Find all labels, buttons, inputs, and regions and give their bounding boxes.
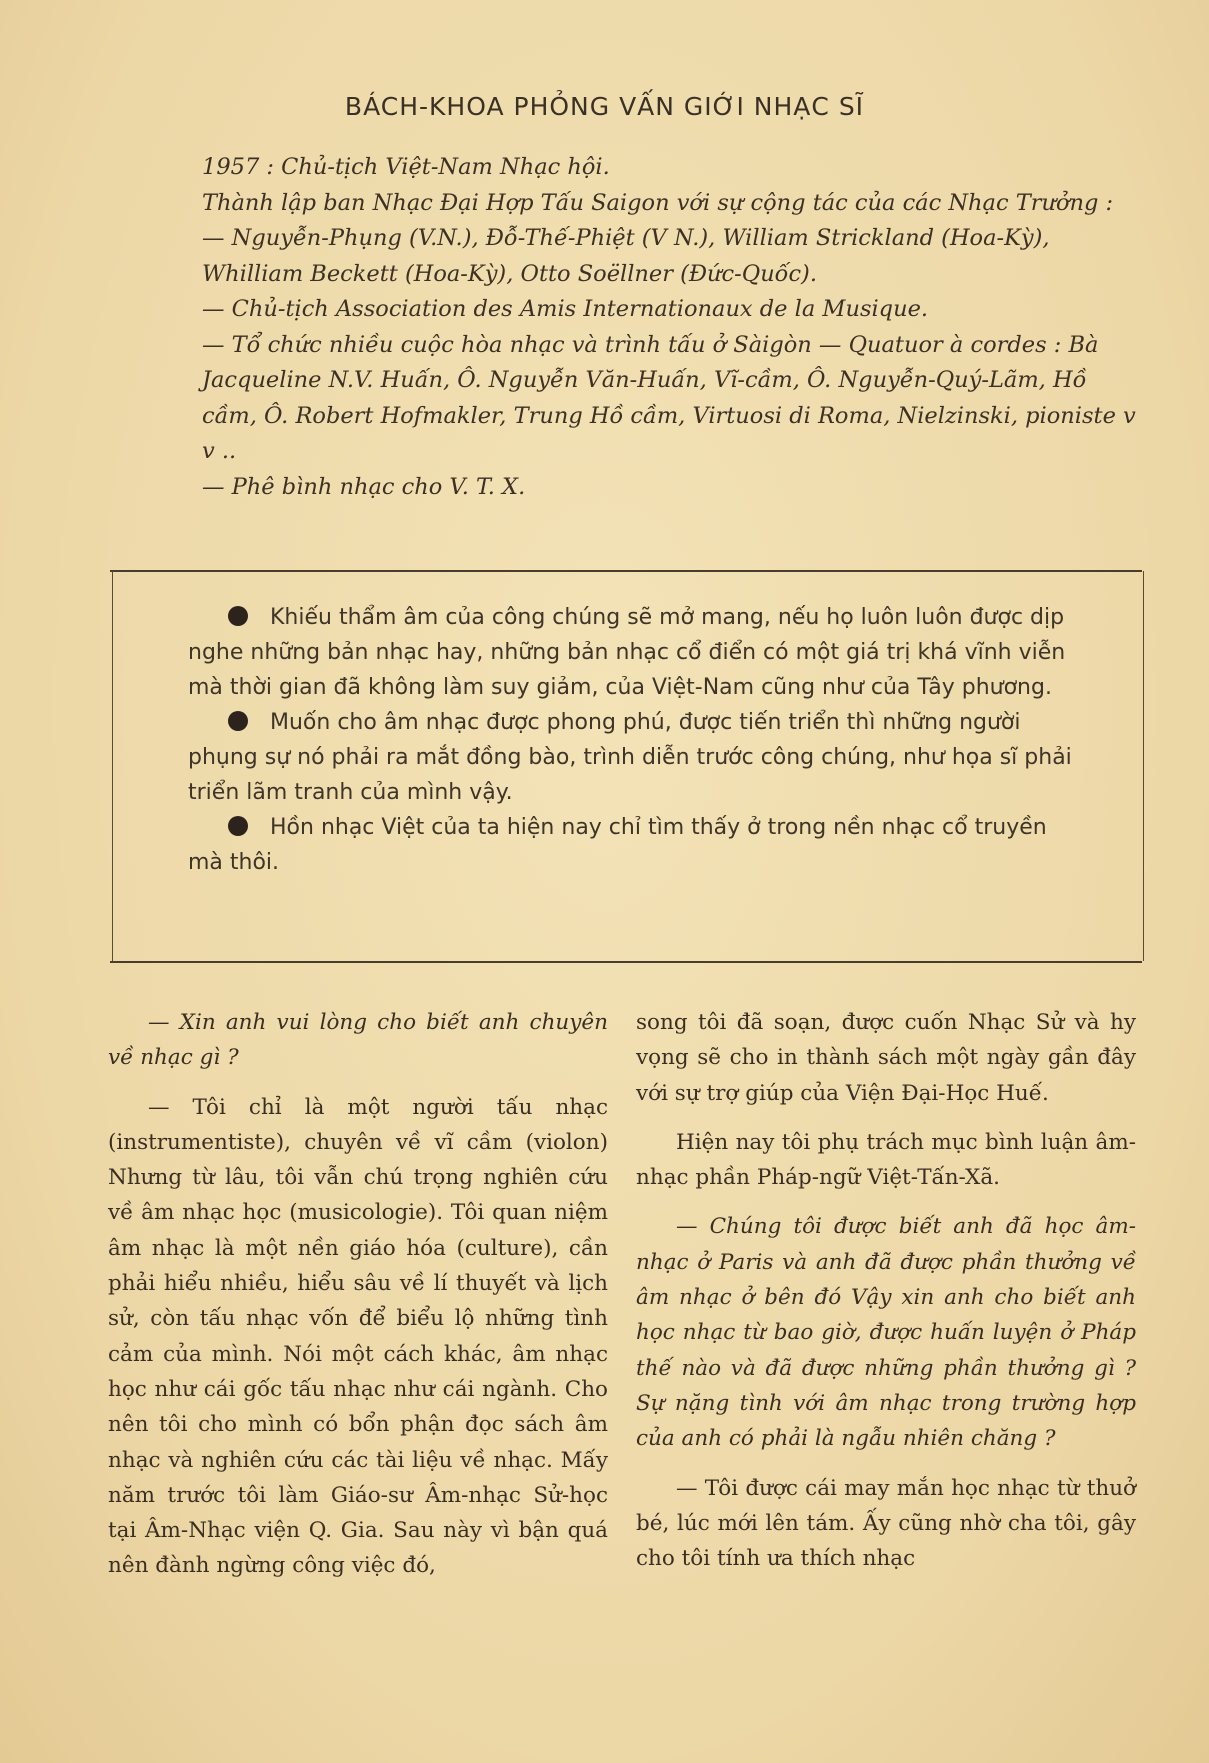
interview-question: — Chúng tôi được biết anh đã học âm-nhạc ở Paris và anh đã được phần thưởng về âm nhạc ở bên đó Vậy xin anh cho biết anh học nhạc từ bao giờ, được huấn luyện ở Pháp thế nào và đã được những phần thưởng gì ? Sự nặng tình với âm nhạc trong trường hợp của anh có phải là ngẫu nhiên chăng ? — [636, 1214, 1136, 1452]
answer-continuation: song tôi đã soạn, được cuốn Nhạc Sử và hy vọng sẽ cho in thành sách một ngày gần đây với sự trợ giúp của Viện Đại-Học Huế. — [636, 1010, 1136, 1106]
quote-item: Muốn cho âm nhạc được phong phú, được tiến triển thì những người phụng sự nó phải ra mắt đồng bào, trình diễn trước công chúng, như họa sĩ phải triển lãm tranh của mình vậy. — [188, 710, 1072, 805]
bullet-icon — [228, 606, 248, 626]
page-header: BÁCH-KHOA PHỎNG VẤN GIỚI NHẠC SĨ — [344, 92, 865, 121]
bio-line-critic: — Phê bình nhạc cho V. T. X. — [202, 473, 526, 500]
bio-line-1957: 1957 : Chủ-tịch Việt-Nam Nhạc hội. — [202, 154, 610, 180]
bio-line-association: — Chủ-tịch Association des Amis Internationaux de la Musique. — [202, 296, 929, 322]
bullet-icon — [228, 816, 248, 836]
left-column — [108, 1005, 608, 1598]
quote-list — [188, 600, 1080, 880]
answer-paragraph: Hiện nay tôi phụ trách mục bình luận âm-nhạc phần Pháp-ngữ Việt-Tấn-Xã. — [636, 1129, 1136, 1191]
box-bottom-rule — [110, 961, 1142, 963]
biography-section — [110, 150, 1140, 505]
right-column — [636, 1005, 1136, 1590]
interview-answer: — Tôi chỉ là một người tấu nhạc (instrumentiste), chuyên về vĩ cầm (violon) Nhưng từ lâu, tôi vẫn chú trọng nghiên cứu về âm nhạc học (musicologie). Tôi quan niệm âm nhạc là một nền giáo hóa (culture), cần phải hiểu nhiều, hiểu sâu về lí thuyết và lịch sử, còn tấu nhạc vốn để biểu lộ những tình cảm của mình. Nói một cách khác, âm nhạc học như cái gốc tấu nhạc như cái ngành. Cho nên tôi cho mình có bổn phận đọc sách âm nhạc và nghiên cứu các tài liệu về nhạc. Mấy năm trước tôi làm Giáo-sư Âm-nhạc Sử-học tại Âm-Nhạc viện Q. Gia. Sau này vì bận quá nên đành ngừng công việc đó, — [108, 1094, 608, 1579]
bullet-icon — [228, 711, 248, 731]
quote-item: Khiếu thẩm âm của công chúng sẽ mở mang, nếu họ luôn luôn được dịp nghe những bản nhạc hay, những bản nhạc cổ điển có một giá trị khá vĩnh viễn mà thời gian đã không làm suy giảm, của Việt-Nam cũng như của Tây phương. — [188, 605, 1066, 700]
interview-question: — Xin anh vui lòng cho biết anh chuyên về nhạc gì ? — [108, 1010, 608, 1071]
interview-answer: — Tôi được cái may mắn học nhạc từ thuở bé, lúc mới lên tám. Ấy cũng nhờ cha tôi, gây cho tôi tính ưa thích nhạc — [636, 1475, 1136, 1572]
bio-line-orchestra: Thành lập ban Nhạc Đại Hợp Tấu Saigon với sự cộng tác của các Nhạc Trưởng : — [202, 189, 1114, 216]
bio-line-conductors: — Nguyễn-Phụng (V.N.), Đỗ-Thế-Phiệt (V N.), William Strickland (Hoa-Kỳ), Whilliam Beckett (Hoa-Kỳ), Otto Soëllner (Đức-Quốc). — [202, 225, 1050, 287]
bio-line-concerts: — Tổ chức nhiều cuộc hòa nhạc và trình tấu ở Sàigòn — Quatuor à cordes : Bà Jacqueline N.V. Huấn, Ô. Nguyễn Văn-Huấn, Vĩ-cầm, Ô. Nguyễn-Quý-Lãm, Hồ cầm, Ô. Robert Hofmakler, Trung Hồ cầm, Virtuosi di Roma, Nielzinski, pioniste v v .. — [202, 331, 1136, 464]
quote-item: Hồn nhạc Việt của ta hiện nay chỉ tìm thấy ở trong nền nhạc cổ truyền mà thôi. — [188, 815, 1047, 875]
